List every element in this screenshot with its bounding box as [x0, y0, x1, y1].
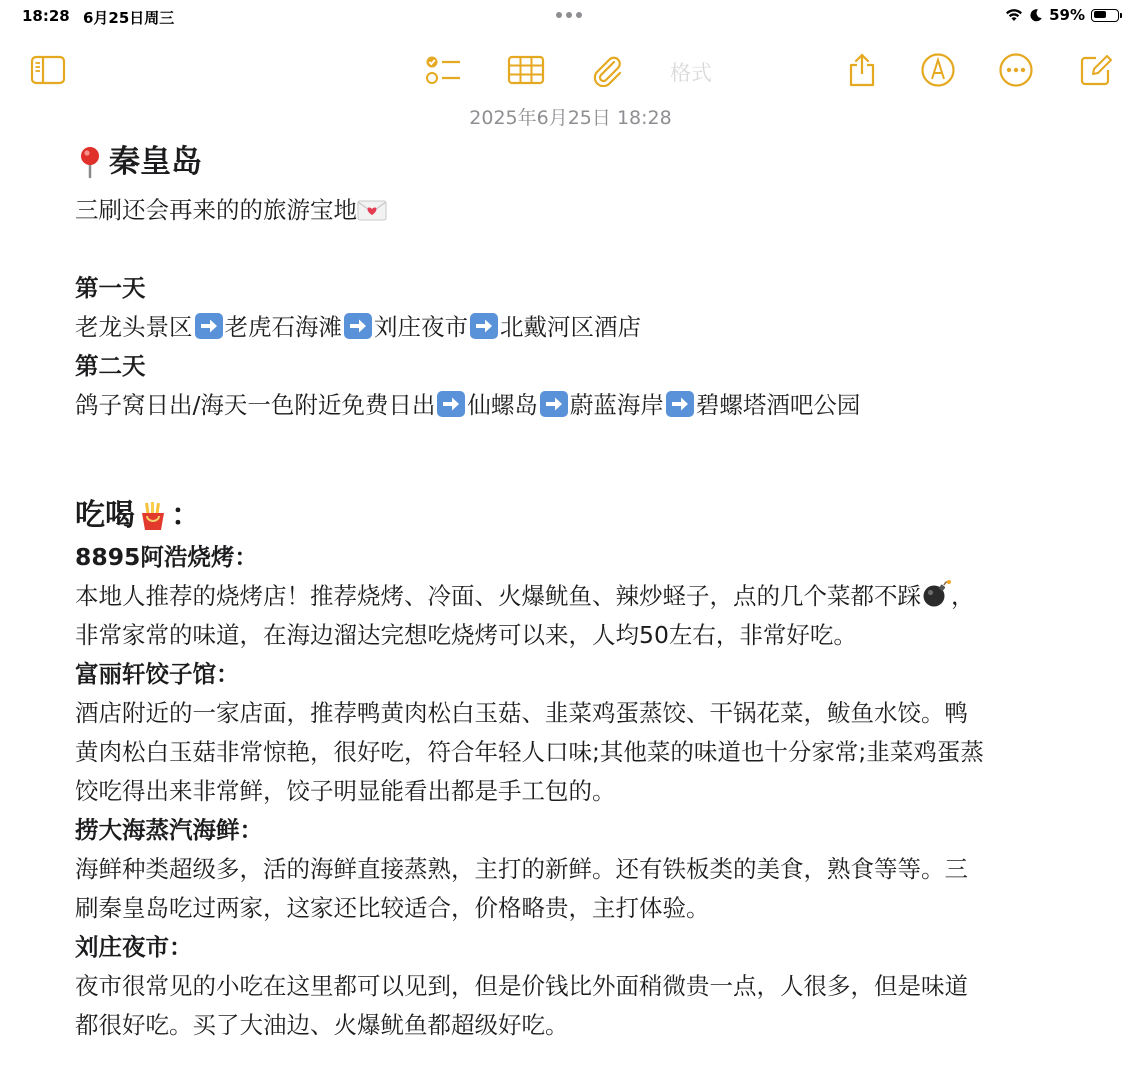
- restaurant-desc-line: 刷秦皇岛吃过两家，这家还比较适合，价格略贵，主打体验。: [75, 894, 710, 922]
- bomb-icon: [921, 580, 951, 608]
- route-stop: 仙螺岛: [467, 391, 538, 419]
- right-arrow-icon: [437, 391, 465, 417]
- status-indicators: [1005, 6, 1119, 24]
- markup-pen-icon[interactable]: [918, 50, 958, 90]
- restaurant-name: 8895阿浩烧烤：: [75, 543, 258, 571]
- table-icon[interactable]: [506, 50, 546, 90]
- more-icon[interactable]: [996, 50, 1036, 90]
- notes-toolbar: [0, 44, 1141, 94]
- note-body[interactable]: [75, 140, 1075, 1045]
- restaurant-desc-comma: ，: [951, 582, 975, 610]
- french-fries-icon: [137, 500, 169, 532]
- note-title: [75, 140, 1075, 184]
- status-time: 18:28: [22, 7, 70, 25]
- day2-route: [75, 386, 1075, 425]
- route-stop: 刘庄夜市: [374, 313, 468, 341]
- food-heading-text: 吃喝: [75, 498, 135, 533]
- note-timestamp: 2025年6月25日 18:28: [469, 107, 672, 129]
- battery-percent: 59%: [1049, 6, 1085, 24]
- paperclip-icon[interactable]: [587, 50, 627, 90]
- moon-icon: [1029, 8, 1043, 22]
- route-stop: 碧螺塔酒吧公园: [695, 391, 861, 419]
- restaurant-desc-line: [75, 577, 1075, 616]
- restaurant-desc-text: 本地人推荐的烧烤店！推荐烧烤、冷面、火爆鱿鱼、辣炒蛏子，点的几个菜都不踩: [75, 582, 921, 610]
- format-button[interactable]: 格式: [670, 61, 712, 85]
- day2-heading: 第二天: [75, 352, 146, 380]
- day1-route: [75, 308, 1075, 347]
- subtitle-text: 三刷还会再来的的旅游宝地: [75, 196, 357, 224]
- food-heading-colon: ：: [171, 498, 201, 533]
- status-date: 6月25日周三: [83, 9, 175, 27]
- right-arrow-icon: [540, 391, 568, 417]
- restaurant-desc-line: 酒店附近的一家店面，推荐鸭黄肉松白玉菇、韭菜鸡蛋蒸饺、干锅花菜，鲅鱼水饺。鸭: [75, 699, 968, 727]
- day1-heading: 第一天: [75, 274, 146, 302]
- multitasking-dots[interactable]: [556, 12, 582, 18]
- battery-icon: [1091, 9, 1119, 22]
- love-letter-icon: [357, 198, 387, 222]
- right-arrow-icon: [344, 313, 372, 339]
- pushpin-icon: [75, 145, 105, 179]
- route-stop: 蔚蓝海岸: [569, 391, 664, 419]
- note-title-text: 秦皇岛: [109, 144, 202, 180]
- note-subtitle: [75, 191, 1075, 230]
- right-arrow-icon: [195, 313, 223, 339]
- restaurant-desc-line: 夜市很常见的小吃在这里都可以见到，但是价钱比外面稍微贵一点，人很多，但是味道: [75, 972, 968, 1000]
- restaurant-desc-line: 都很好吃。买了大油边、火爆鱿鱼都超级好吃。: [75, 1011, 569, 1039]
- route-stop: 老龙头景区: [75, 313, 193, 341]
- right-arrow-icon: [666, 391, 694, 417]
- sidebar-icon[interactable]: [28, 50, 68, 90]
- route-stop: 鸽子窝日出/海天一色附近免费日出: [75, 391, 436, 419]
- restaurant-desc-line: 黄肉松白玉菇非常惊艳，很好吃，符合年轻人口味;其他菜的味道也十分家常;韭菜鸡蛋蒸: [75, 738, 984, 766]
- restaurant-name: 捞大海蒸汽海鲜：: [75, 816, 263, 844]
- restaurant-desc-line: 饺吃得出来非常鲜，饺子明显能看出都是手工包的。: [75, 777, 616, 805]
- share-icon[interactable]: [842, 50, 882, 90]
- restaurant-desc-line: 非常家常的味道，在海边溜达完想吃烧烤可以来，人均50左右，非常好吃。: [75, 621, 857, 649]
- checklist-icon[interactable]: [423, 50, 463, 90]
- status-bar: [0, 0, 1141, 34]
- restaurant-desc-line: 海鲜种类超级多，活的海鲜直接蒸熟，主打的新鲜。还有铁板类的美食，熟食等等。三: [75, 855, 968, 883]
- right-arrow-icon: [470, 313, 498, 339]
- route-stop: 老虎石海滩: [224, 313, 342, 341]
- food-heading: [75, 494, 1075, 538]
- restaurant-name: 富丽轩饺子馆：: [75, 660, 240, 688]
- compose-icon[interactable]: [1076, 50, 1116, 90]
- wifi-icon: [1005, 8, 1023, 22]
- restaurant-name: 刘庄夜市：: [75, 933, 193, 961]
- route-stop: 北戴河区酒店: [500, 313, 641, 341]
